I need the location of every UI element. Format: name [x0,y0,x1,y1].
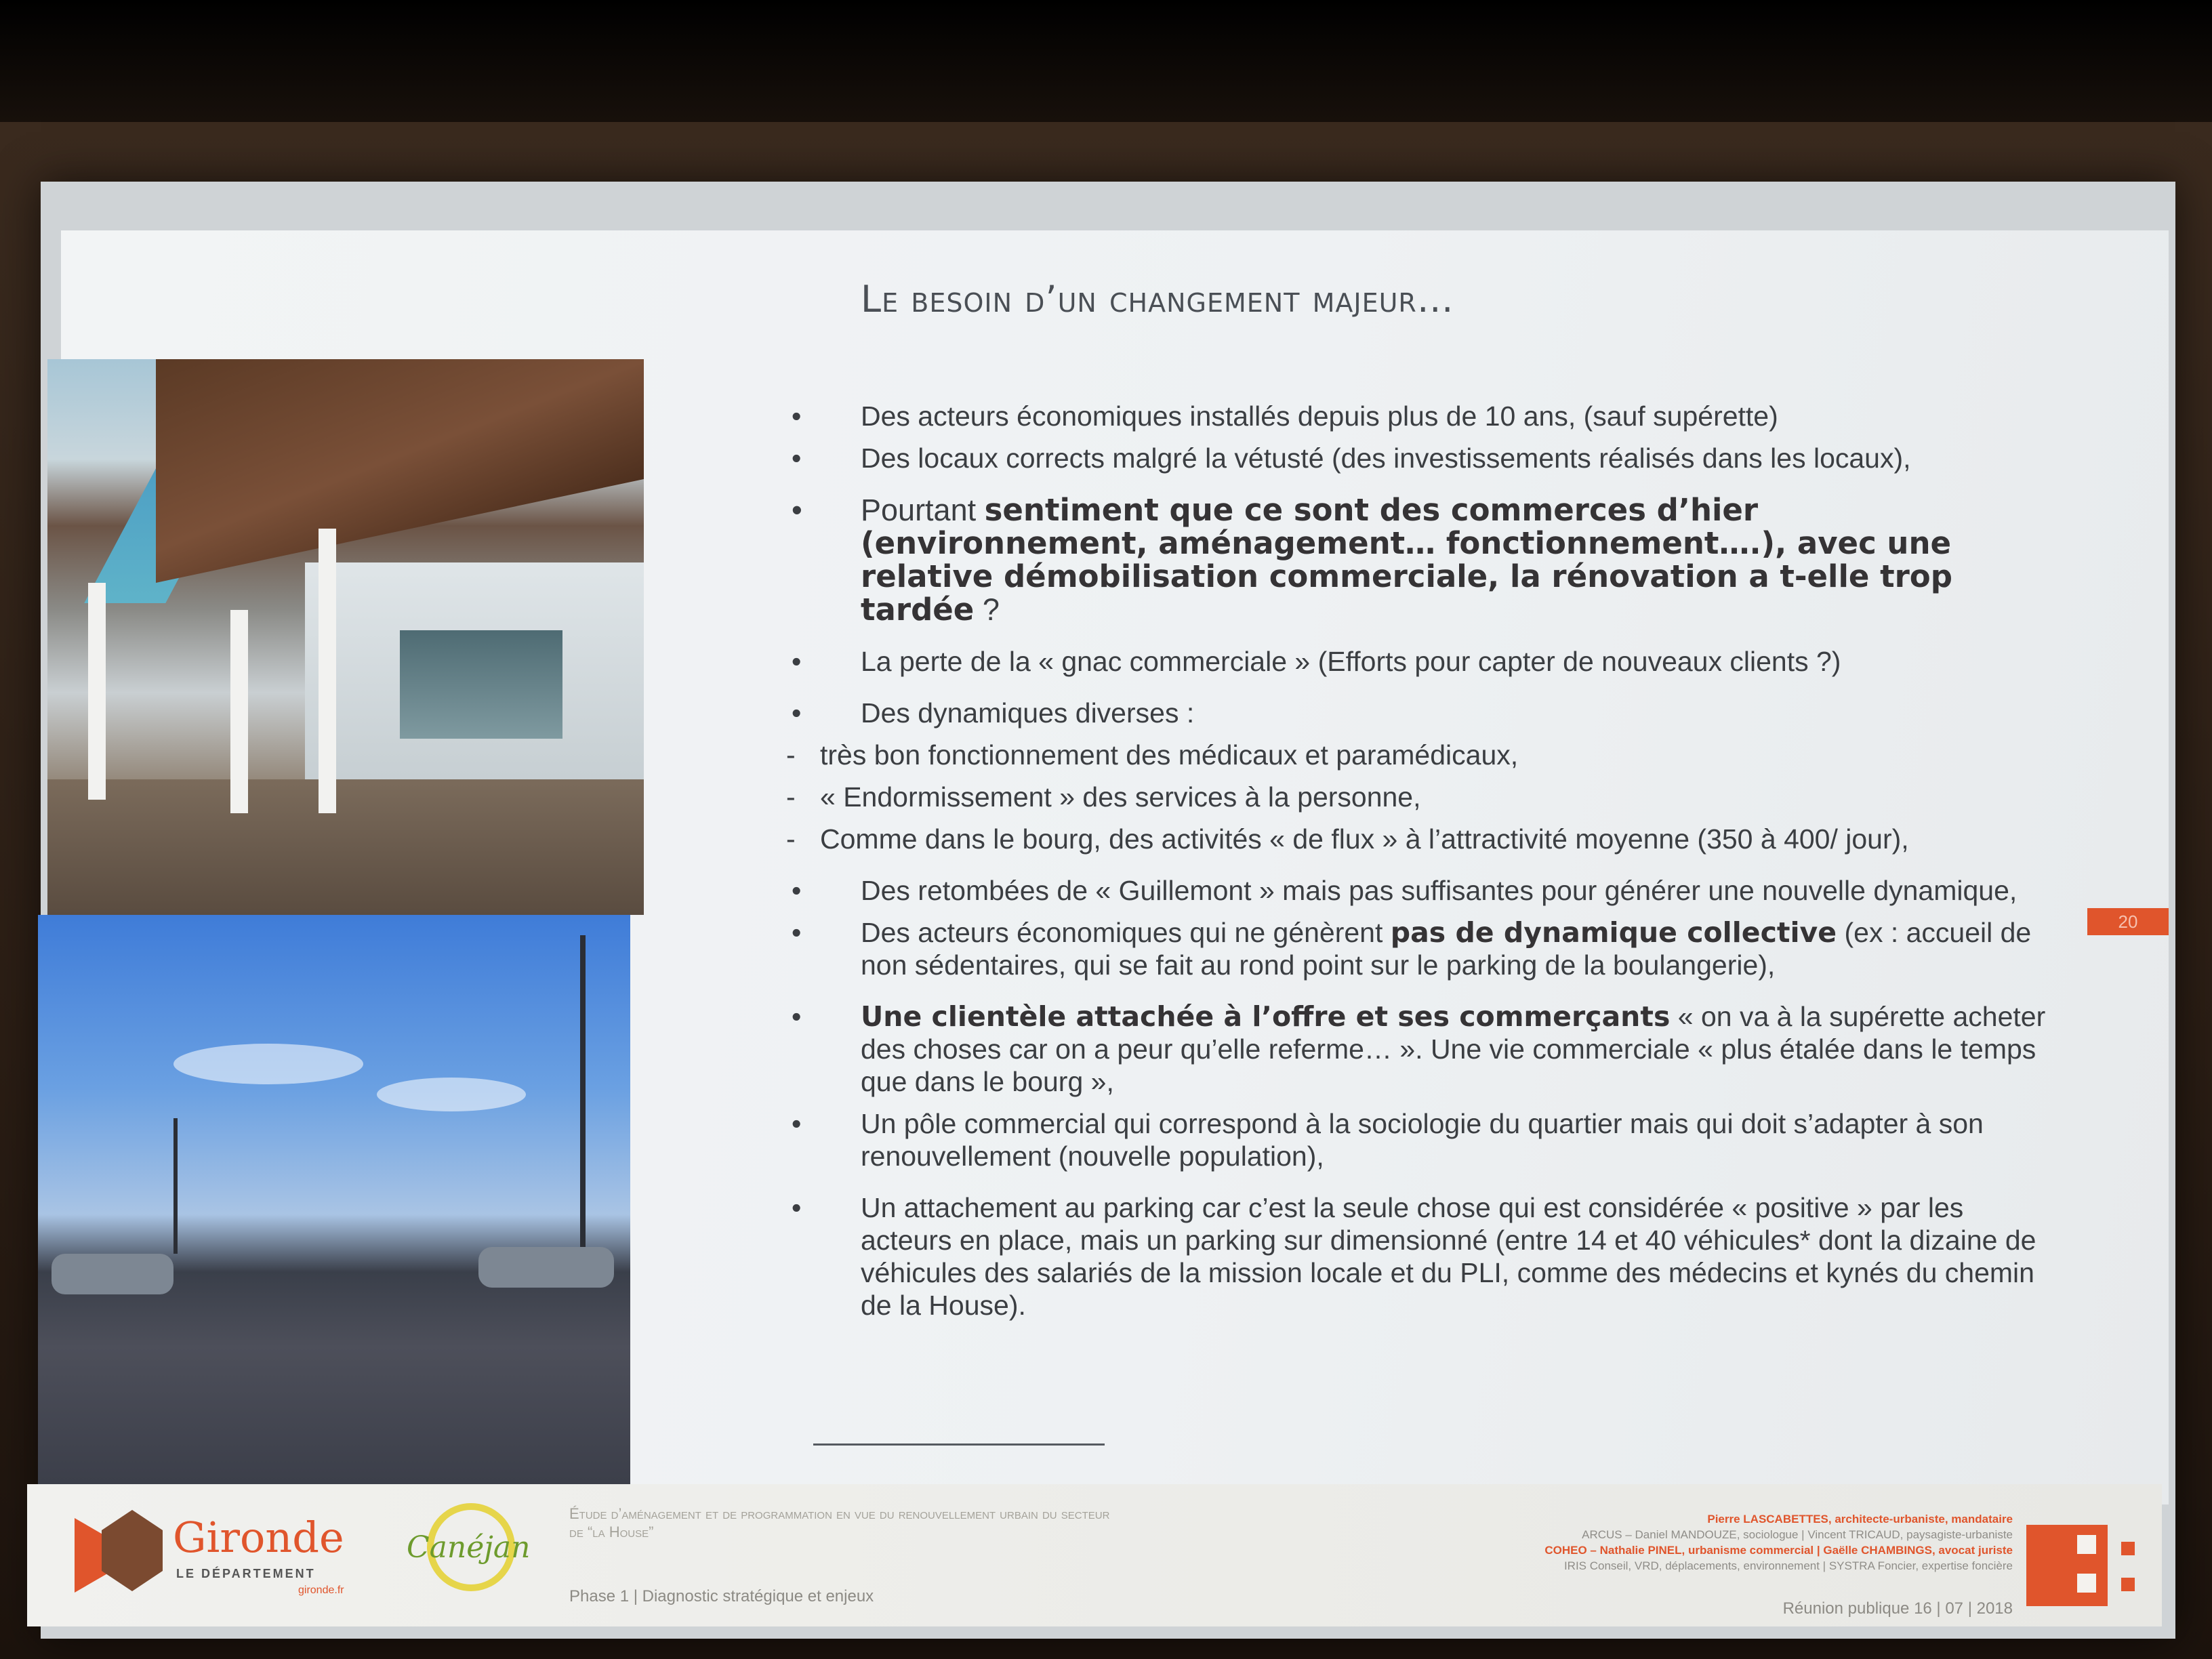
list-item: • Des acteurs économiques qui ne génèrent pas de dynamique collective (ex : accueil de non sédentaires, qui se fait au rond point sur le parking de la boulangerie), [792,916,2032,981]
gironde-subtitle: LE DÉPARTEMENT [176,1567,316,1580]
study-title: Étude d’aménagement et de programmation en vue du renouvellement urbain du secteur de “la House” [569,1505,1110,1540]
gironde-url: gironde.fr [298,1584,344,1596]
meeting-date: Réunion publique 16 | 07 | 2018 [1782,1599,2013,1618]
slide-title: Le besoin d’un changement majeur… [861,278,1454,321]
gironde-name: Gironde [173,1513,344,1562]
credit-line: IRIS Conseil, VRD, déplacements, environnement | SYSTRA Foncier, expertise foncière [1563,1559,2013,1572]
brand-dot-icon [2121,1578,2135,1591]
photo-car [478,1247,614,1288]
list-subitem: - Comme dans le bourg, des activités « de flux » à l’attractivité moyenne (350 à 400/ jour), [786,823,1909,855]
bullet-list [786,400,2047,1331]
footnote-divider [813,1443,1105,1446]
photo-ground [47,779,644,915]
canejan-name: Canéjan [407,1530,531,1565]
canejan-logo [407,1503,535,1605]
brand-window-icon [2077,1535,2096,1554]
photo-canopy-roof [156,359,644,583]
photo-parking-lot [38,915,630,1491]
list-item-emphasis: • Pourtant sentiment que ce sont des commerces d’hier (environnement, aménagement… fonctionnement….), avec une relative démobilisation commerciale, la rénovation a t-elle trop tardée ? [792,492,1952,628]
list-subitem: - « Endormissement » des services à la personne, [786,781,1421,813]
room-background-top [0,0,2212,136]
brand-dot-icon [2121,1542,2135,1555]
list-item: • Une clientèle attachée à l’offre et ses commerçants « on va à la supérette acheter des choses car on a peur qu’elle referme… ». Une vie commerciale « plus étalée dans le temps que dans le bourg », [792,1000,2046,1097]
credit-line: ARCUS – Daniel MANDOUZE, sociologue | Vincent TRICAUD, paysagiste-urbaniste [1582,1528,2013,1541]
credits [1274,1511,2013,1574]
list-item: • Un pôle commercial qui correspond à la sociologie du quartier mais qui doit s’adapter à son renouvellement (nouvelle population), [792,1108,1984,1172]
credit-line: Pierre LASCABETTES, architecte-urbaniste, mandataire [1707,1513,2013,1525]
photo-shop-window [400,630,562,739]
photo-cloud [173,1044,363,1084]
photo-light-pole [580,935,586,1288]
list-item: • Un attachement au parking car c’est la seule chose qui est considérée « positive » par les acteurs en place, mais un parking sur dimensionné (entre 14 et 40 véhicules* dont la dizaine de véhicules des salariés de la mission locale et du PLI, comme des médecins et kynés du chemin de la House). [792,1192,2036,1321]
page-number-tag: 20 [2087,908,2169,935]
photo-pillar [230,610,248,813]
credit-line: COHEO – Nathalie PINEL, urbanisme commercial | Gaëlle CHAMBINGS, avocat juriste [1544,1544,2013,1557]
list-item: • Des retombées de « Guillemont » mais pas suffisantes pour générer une nouvelle dynamique, [792,875,2018,906]
photo-car [52,1254,173,1294]
gironde-logo [75,1504,373,1606]
list-item: • Des acteurs économiques installés depuis plus de 10 ans, (sauf supérette) [792,401,1778,432]
list-item: • La perte de la « gnac commerciale » (Efforts pour capter de nouveaux clients ?) [792,646,1841,677]
slide-footer [27,1484,2162,1626]
photo-pillar [88,583,106,800]
list-subitem: - très bon fonctionnement des médicaux et paramédicaux, [786,739,1519,771]
photo-pillar [319,529,336,813]
architect-logo [2026,1525,2155,1613]
list-item: • Des locaux corrects malgré la vétusté (des investissements réalisés dans les locaux), [792,443,1911,474]
photo-light-pole [173,1118,178,1254]
list-item: • Des dynamiques diverses : [792,697,1195,729]
photo-cloud [377,1078,526,1111]
phase-label: Phase 1 | Diagnostic stratégique et enjeux [569,1587,874,1605]
brand-window-icon [2077,1574,2096,1593]
photo-shopping-arcade [47,359,644,915]
